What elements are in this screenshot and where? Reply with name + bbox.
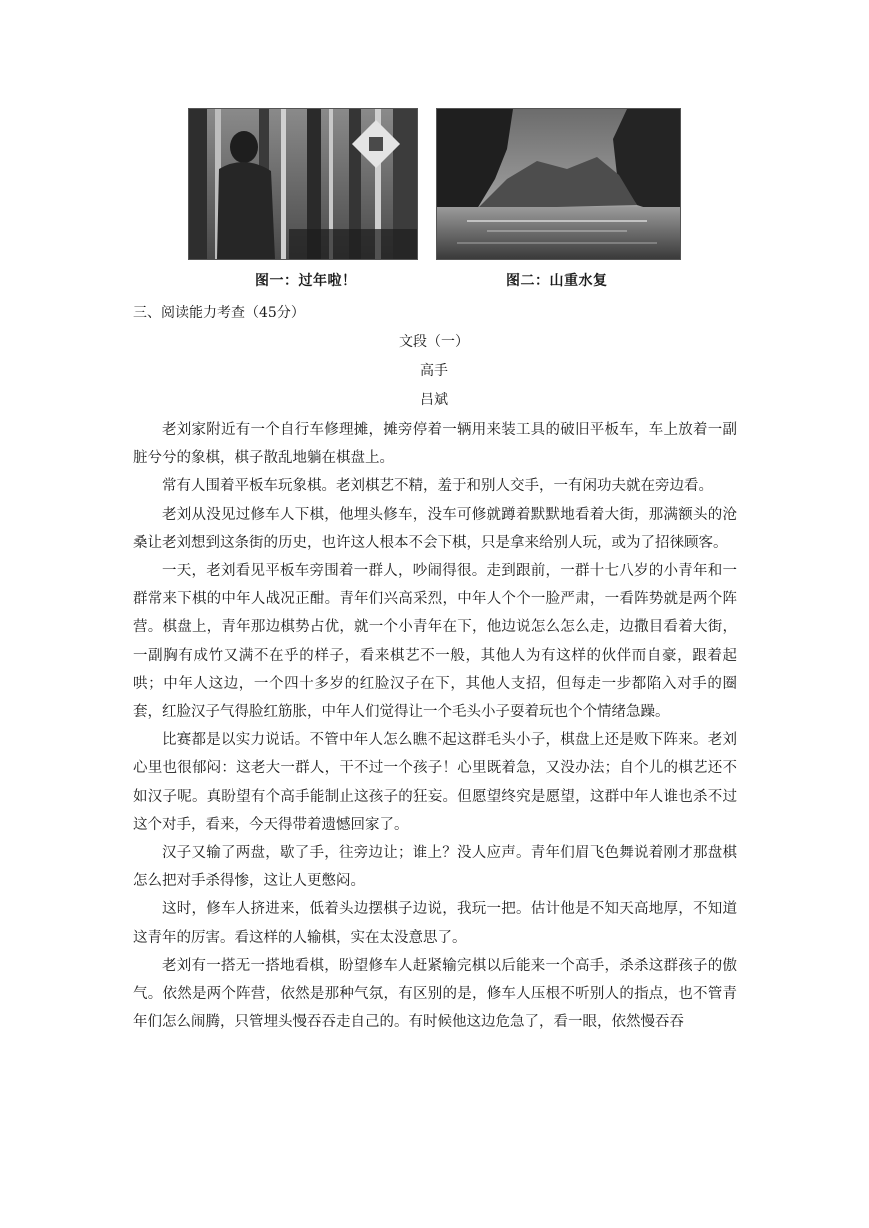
paragraph: 汉子又输了两盘，歇了手，往旁边让；谁上？没人应声。青年们眉飞色舞说着刚才那盘棋怎么把对手杀得惨，这让人更憋闷。	[133, 845, 737, 890]
passage-author: 吕斌	[420, 392, 448, 408]
paragraph: 常有人围着平板车玩象棋。老刘棋艺不精，羞于和别人交手，一有闲功夫就在旁边看。	[162, 478, 713, 495]
paragraph: 这时，修车人挤进来，低着头边摆棋子边说，我玩一把。估计他是不知天高地厚，不知道这青年的厉害。看这样的人输棋，实在太没意思了。	[133, 901, 737, 946]
figure-2-caption: 图二：山重水复	[506, 273, 608, 289]
section-heading: 三、阅读能力考查（45分）	[133, 305, 305, 321]
figure-new-year-photo	[188, 108, 418, 260]
paragraph: 比赛都是以实力说话。不管中年人怎么瞧不起这群毛头小子，棋盘上还是败下阵来。老刘心里也很郁闷：这老大一群人，干不过一个孩子！心里既着急，又没办法；自个儿的棋艺还不如汉子呢。真盼望有个高手能制止这孩子的狂妄。但愿望终究是愿望，这群中年人谁也杀不过这个对手，看来，今天得带着遗憾回家了。	[133, 732, 737, 833]
passage-title: 高手	[420, 363, 448, 379]
figure-river-canyon-photo	[436, 108, 681, 260]
paragraph: 老刘家附近有一个自行车修理摊，摊旁停着一辆用来装工具的破旧平板车，车上放着一副脏兮兮的象棋，棋子散乱地躺在棋盘上。	[133, 422, 737, 467]
passage-subheading: 文段（一）	[399, 334, 469, 350]
paragraph: 老刘有一搭无一搭地看棋，盼望修车人赶紧输完棋以后能来一个高手，杀杀这群孩子的傲气。依然是两个阵营，依然是那种气氛，有区别的是，修车人压根不听别人的指点，也不管青年们怎么闹腾，只管埋头慢吞吞走自己的。有时候他这边危急了，看一眼，依然慢吞吞	[133, 957, 737, 1031]
paragraph: 一天，老刘看见平板车旁围着一群人，吵闹得很。走到跟前，一群十七八岁的小青年和一群常来下棋的中年人战况正酣。青年们兴高采烈，中年人个个一脸严肃，一看阵势就是两个阵营。棋盘上，青年那边棋势占优，就一个小青年在下，他边说怎么怎么走，边撒目看着大街，一副胸有成竹又满不在乎的样子，看来棋艺不一般，其他人为有这样的伙伴而自豪，跟着起哄；中年人这边，一个四十多岁的红脸汉子在下，其他人支招，但每走一步都陷入对手的圈套，红脸汉子气得脸红筋胀，中年人们觉得让一个毛头小子耍着玩也个个情绪急躁。	[133, 563, 737, 721]
paragraph: 老刘从没见过修车人下棋，他埋头修车，没车可修就蹲着默默地看着大街，那满额头的沧桑让老刘想到这条街的历史，也许这人根本不会下棋，只是拿来给别人玩，或为了招徕顾客。	[133, 506, 737, 551]
figure-1-caption: 图一：过年啦！	[255, 273, 357, 289]
passage-body	[133, 416, 737, 1036]
